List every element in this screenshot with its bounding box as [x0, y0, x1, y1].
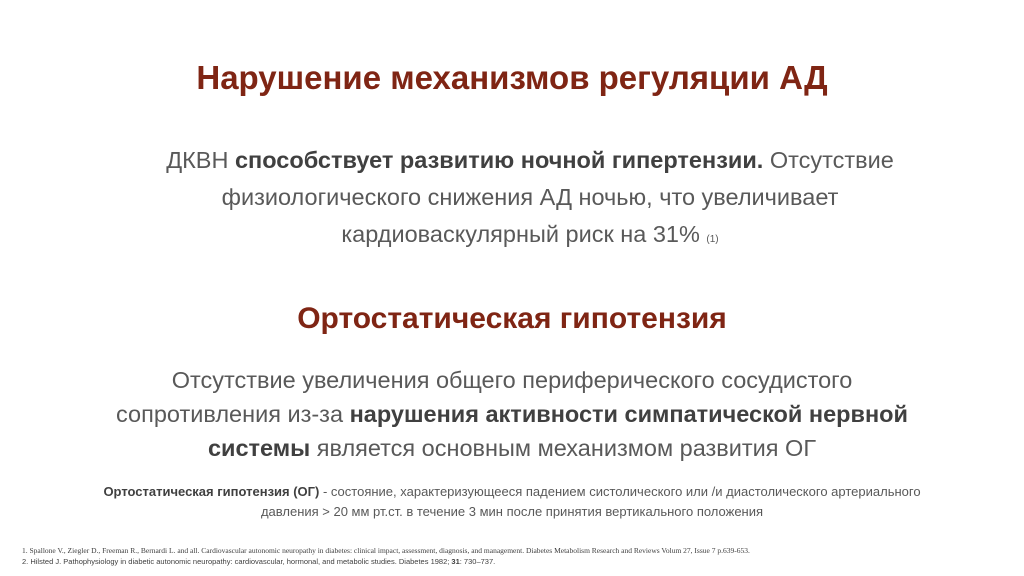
text-fragment: 2. Hilsted J. Pathophysiology in diabetic autonomic neuropathy: cardiovascular, hormonal, and metabolic studies. Diabetes 1982;: [22, 557, 452, 566]
bold-text: нарушения активности симпатической нервной: [349, 401, 908, 427]
text-fragment: - состояние, характеризующееся падением систолического или /и диастолического артериального: [319, 484, 921, 499]
text-fragment: Отсутствие: [763, 147, 894, 173]
orthostatic-hypotension-paragraph: [30, 363, 994, 465]
nocturnal-hypertension-paragraph: [100, 142, 960, 258]
reference-1: 1. Spallone V., Ziegler D., Freeman R., Bernardi L. and all. Cardiovascular autonomic neuropathy in diabetes: clinical impact, assessment, diagnosis, and management. Diabetes Metabolism Research and Reviews Volum 27, Issue 7 p.639-653.: [22, 546, 750, 555]
bold-text: способствует развитию ночной гипертензии.: [234, 147, 764, 173]
text-fragment: ДКВН: [166, 147, 235, 173]
reference-marker: (1): [706, 234, 719, 245]
reference-2: [22, 556, 1012, 567]
bold-text: Ортостатическая гипотензия (ОГ): [103, 484, 320, 499]
paragraph-line: [30, 397, 994, 431]
paragraph-line: [100, 216, 960, 258]
bold-text: 31: [451, 557, 460, 566]
paragraph-line: [30, 431, 994, 465]
paragraph-line: [100, 142, 960, 179]
slide-title: Нарушение механизмов регуляции АД: [196, 59, 828, 96]
section-subtitle: Ортостатическая гипотензия: [297, 302, 727, 335]
definition-line: давления > 20 мм рт.ст. в течение 3 мин после принятия вертикального положения: [260, 504, 764, 519]
text-fragment: : 730–737.: [459, 557, 496, 566]
bold-text: системы: [207, 435, 311, 461]
text-fragment: сопротивления из-за: [116, 401, 350, 427]
text-fragment: является основным механизмом развития ОГ: [310, 435, 817, 461]
references: [22, 545, 1012, 567]
text-fragment: кардиоваскулярный риск на 31%: [341, 221, 707, 247]
paragraph-line: Отсутствие увеличения общего периферического сосудистого: [171, 367, 853, 393]
definition-line: [40, 482, 984, 502]
paragraph-line: физиологического снижения АД ночью, что увеличивает: [221, 184, 839, 210]
definition-note: [40, 482, 984, 522]
